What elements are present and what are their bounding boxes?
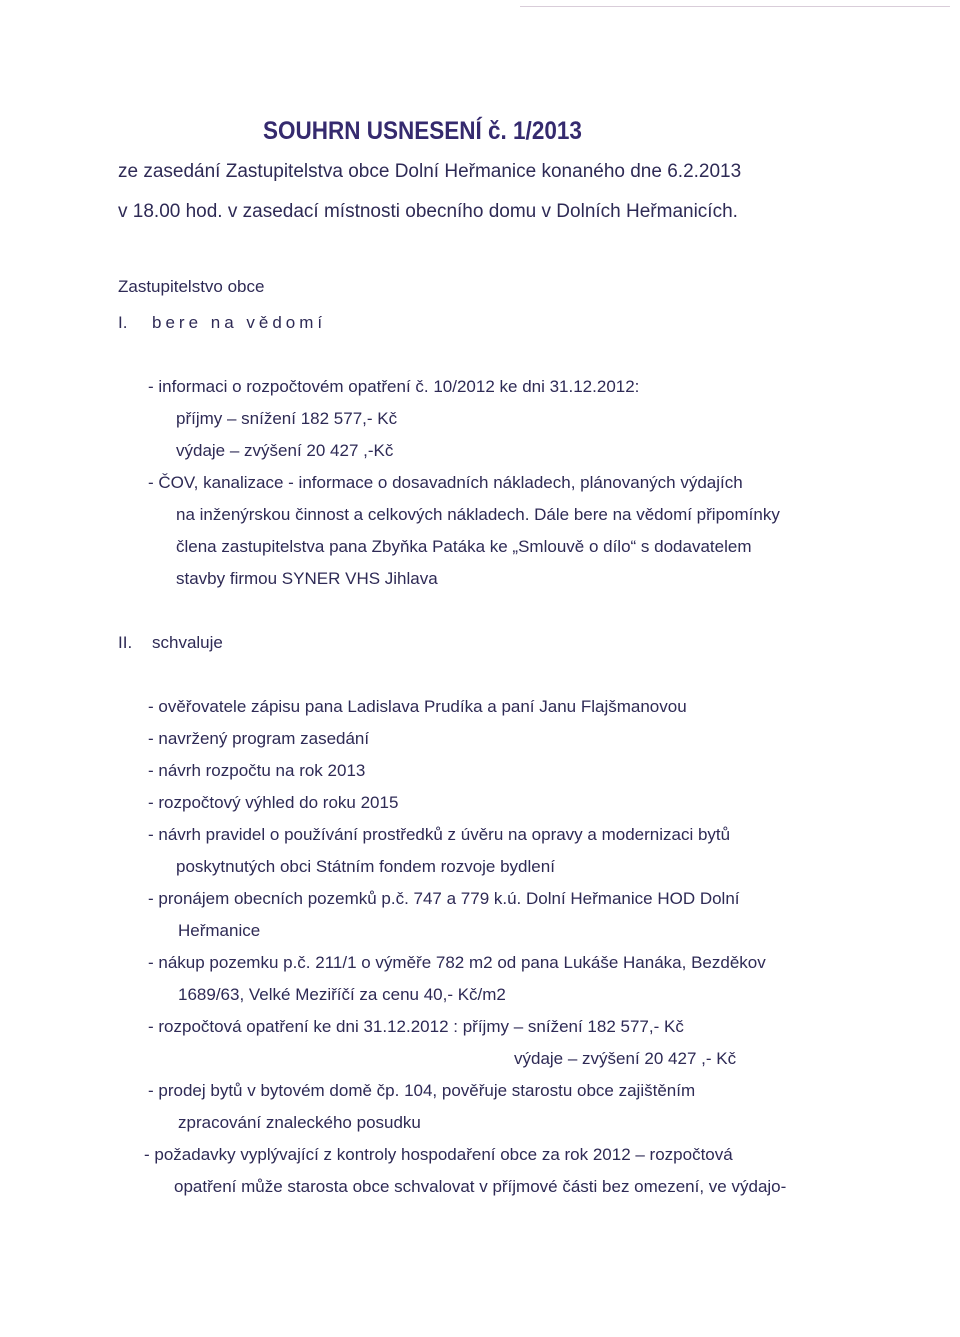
section-1-line: výdaje – zvýšení 20 427 ,-Kč [176, 441, 394, 460]
section-1-line: člena zastupitelstva pana Zbyňka Patáka ke „Smlouvě o dílo“ s dodavatelem [176, 537, 752, 556]
section-1-line: - informaci o rozpočtovém opatření č. 10/2012 ke dni 31.12.2012: [148, 377, 640, 396]
council-label: Zastupitelstvo obce [118, 277, 265, 296]
subtitle-line-1: ze zasedání Zastupitelstva obce Dolní Heřmanice konaného dne 6.2.2013 [118, 161, 742, 182]
scan-edge-line [520, 6, 950, 7]
section-2-line: - rozpočtová opatření ke dni 31.12.2012 : příjmy – snížení 182 577,- Kč [148, 1017, 684, 1036]
section-1-line: na inženýrskou činnost a celkových nákladech. Dále bere na vědomí připomínky [176, 505, 780, 524]
section-2-line: - požadavky vyplývající z kontroly hospodaření obce za rok 2012 – rozpočtová [144, 1145, 733, 1164]
section-1-numeral: I. [118, 313, 128, 332]
section-2-line: Heřmanice [178, 921, 261, 940]
section-1-heading: bere na vědomí [152, 313, 327, 332]
section-2-line: opatření může starosta obce schvalovat v příjmové části bez omezení, ve výdajo- [174, 1177, 787, 1196]
subtitle-line-2: v 18.00 hod. v zasedací místnosti obecního domu v Dolních Heřmanicích. [118, 201, 738, 222]
section-2-line: - prodej bytů v bytovém domě čp. 104, pověřuje starostu obce zajištěním [148, 1081, 696, 1100]
section-2-numeral: II. [118, 633, 133, 652]
document-title: SOUHRN USNESENÍ č. 1/2013 [263, 117, 582, 145]
section-1-line: - ČOV, kanalizace - informace o dosavadních nákladech, plánovaných výdajích [148, 473, 743, 492]
section-2-line: - pronájem obecních pozemků p.č. 747 a 779 k.ú. Dolní Heřmanice HOD Dolní [148, 889, 740, 908]
section-1-line: příjmy – snížení 182 577,- Kč [176, 409, 398, 428]
section-2-line: - návrh pravidel o používání prostředků z úvěru na opravy a modernizaci bytů [148, 825, 731, 844]
section-2-heading: schvaluje [152, 633, 223, 652]
section-2-line: 1689/63, Velké Meziříčí za cenu 40,- Kč/m2 [178, 985, 506, 1004]
section-1-line: stavby firmou SYNER VHS Jihlava [176, 569, 438, 588]
section-2-line: zpracování znaleckého posudku [178, 1113, 421, 1132]
section-2-line: - ověřovatele zápisu pana Ladislava Prudíka a paní Janu Flajšmanovou [148, 697, 687, 716]
section-2-line: poskytnutých obci Státním fondem rozvoje bydlení [176, 857, 555, 876]
section-2-line: - nákup pozemku p.č. 211/1 o výměře 782 m2 od pana Lukáše Hanáka, Bezděkov [148, 953, 766, 972]
section-2-line: výdaje – zvýšení 20 427 ,- Kč [514, 1049, 737, 1068]
section-2-line: - rozpočtový výhled do roku 2015 [148, 793, 399, 812]
section-2-line: - návrh rozpočtu na rok 2013 [148, 761, 366, 780]
section-2-line: - navržený program zasedání [148, 729, 370, 748]
